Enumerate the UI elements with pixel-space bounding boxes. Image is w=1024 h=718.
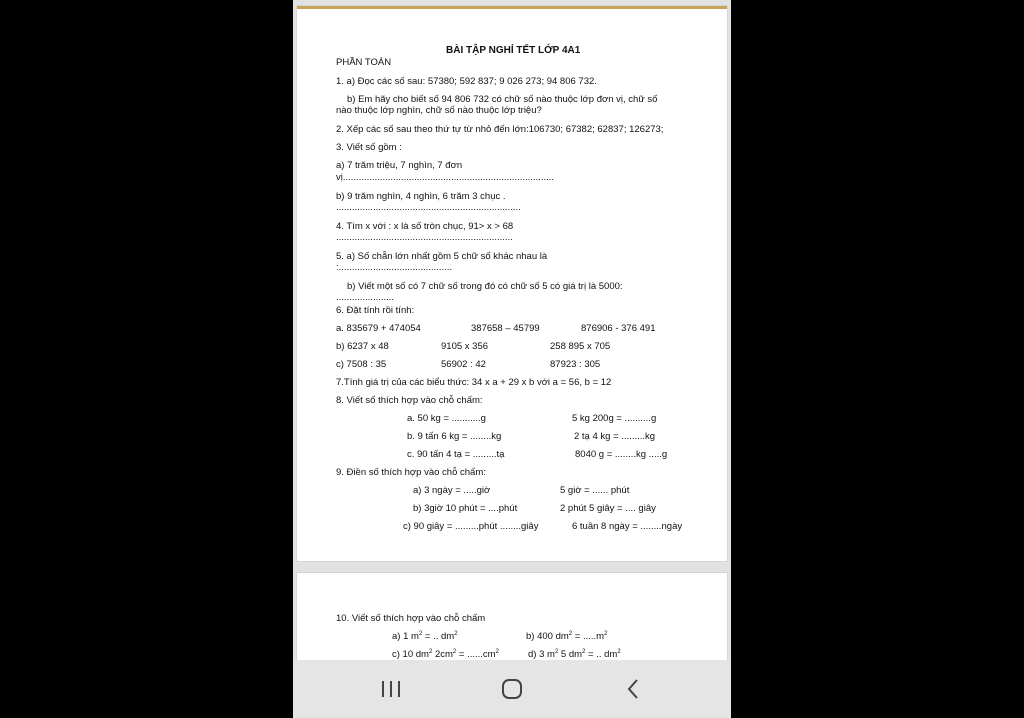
line: ...................... (336, 292, 395, 303)
line: 9. Điền số thích hợp vào chỗ chấm: (336, 467, 486, 478)
line: 6 tuần 8 ngày = ........ngày (572, 521, 683, 532)
q10-item-c: c) 10 $dm^2$ $2cm^2 = ......cm^2$ (392, 649, 499, 660)
line: b. 9 tấn 6 kg = ........kg (407, 431, 502, 442)
line: c) 7508 : 35 (336, 359, 387, 370)
line: 8040 g = ........kg .....g (575, 449, 668, 460)
line: 2 tạ 4 kg = .........kg (574, 431, 656, 442)
home-button[interactable] (492, 674, 532, 704)
recent-apps-icon (380, 679, 402, 699)
line: b) 6237 x 48 (336, 341, 389, 352)
line: 1. a) Đọc các số sau: 57380; 592 837; 9 026 273; 94 806 732. (336, 76, 597, 87)
line: a. 50 kg = ...........g (407, 413, 486, 424)
line: b) 9 trăm nghìn, 4 nghìn, 6 trăm 3 chục . (336, 191, 506, 202)
line: 2. Xếp các số sau theo thứ tự từ nhỏ đến lớn:106730; 67382; 62837; 126273; (336, 124, 664, 135)
line: c. 90 tấn 4 tạ = .........tạ (407, 449, 505, 460)
line: :........................................... (336, 262, 453, 273)
line: 5 giờ = ...... phút (560, 485, 630, 496)
line: 3. Viết số gồm : (336, 142, 402, 153)
line: 258 895 x 705 (550, 341, 611, 352)
q10-item-a: a) 1 $m^2$ = .. $dm^2$ (392, 631, 458, 642)
question-10-title: 10. Viết số thích hợp vào chỗ chấm (336, 613, 486, 624)
line: 5. a) Số chẵn lớn nhất gồm 5 chữ số khác nhau là (336, 251, 548, 262)
line: b) Viết một số có 7 chữ số trong đó có chữ số 5 có giá trị là 5000: (347, 281, 623, 292)
document-page-1 (296, 5, 728, 562)
line: 2 phút 5 giây = .... giây (560, 503, 656, 514)
line: 87923 : 305 (550, 359, 601, 370)
line: 56902 : 42 (441, 359, 486, 370)
line: 387658 – 45799 (471, 323, 540, 334)
line: 6. Đặt tính rồi tính: (336, 305, 415, 316)
line: 876906 - 376 491 (581, 323, 656, 334)
line: 8. Viết số thích hợp vào chỗ chấm: (336, 395, 483, 406)
android-navigation-bar (293, 660, 731, 718)
line: 5 kg 200g = ..........g (572, 413, 657, 424)
q10-item-b: b) 400 $dm^2 = .....m^2$ (526, 631, 608, 642)
line: vị................................................................................ (336, 172, 555, 183)
line: ................................................................... (336, 232, 513, 243)
line: b) 3giờ 10 phút = ....phút (413, 503, 518, 514)
line: b) Em hãy cho biết số 94 806 732 có chữ số nào thuộc lớp đơn vị, chữ số (347, 94, 658, 105)
page-top-border (297, 6, 727, 9)
q10-item-d: d) 3 $m^2$ 5 $dm^2$ = .. $dm^2$ (528, 649, 621, 660)
line: a) 7 trăm triệu, 7 nghìn, 7 đơn (336, 160, 463, 171)
home-icon (501, 678, 523, 700)
line: c) 90 giây = .........phút ........giây (403, 521, 539, 532)
document-title: BÀI TẬP NGHỈ TẾT LỚP 4A1 (446, 45, 581, 56)
section-heading: PHẦN TOÁN (336, 57, 392, 68)
line: ...................................................................... (336, 202, 521, 213)
line: 4. Tìm x với : x là số tròn chục, 91> x > 68 (336, 221, 514, 232)
phone-screen (293, 0, 731, 718)
line: 9105 x 356 (441, 341, 489, 352)
back-button[interactable] (613, 674, 653, 704)
line: nào thuộc lớp nghìn, chữ số nào thuộc lớp triệu? (336, 105, 542, 116)
recent-apps-button[interactable] (371, 674, 411, 704)
line: a. 835679 + 474054 (336, 323, 421, 334)
line: 7.Tính giá trị của các biểu thức: 34 x a + 29 x b với a = 56, b = 12 (336, 377, 612, 388)
back-icon (625, 678, 641, 700)
line: a) 3 ngày = .....giờ (413, 485, 491, 496)
